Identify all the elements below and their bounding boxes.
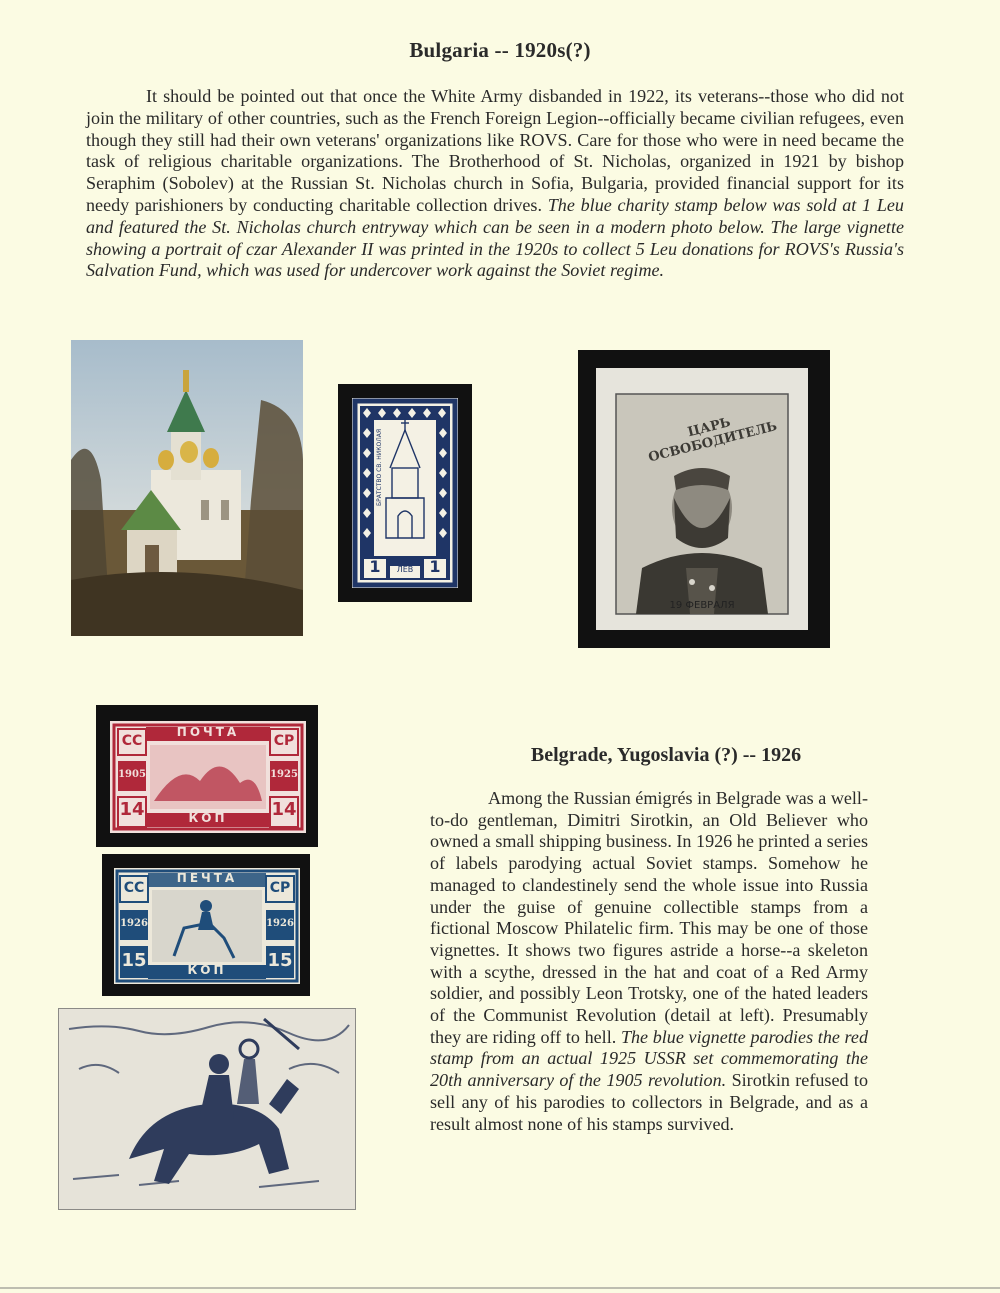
parody-stamp-right-top: СР: [269, 880, 291, 896]
belgrade-italic-text: The blue vignette parodies the red stamp from an actual 1925 USSR set commemorating the 20th anniversary of the 1905 revolution.: [430, 1026, 869, 1091]
czar-vignette-mount: [578, 350, 830, 648]
belgrade-text: Among the Russian émigrés in Belgrade was a well-to-do gentleman, Dimitri Sirotkin, an Old Believer who owned a small shipping business. In 1926 he printed a series of labels parodying actual Soviet stamps. Somehow he managed to clandestinely send the whole issue into Russia under the guise of genuine collectible stamps from a fictional Moscow Philatelic firm. This may be one of those vignettes. It shows two figures astride a horse--a skeleton with a scythe, dressed in the hat and coat of a Red Army soldier, and possibly Leon Trotsky, one of the hated leaders of the Communist Revolution (detail at left). Presumably they are riding off to hell.: [430, 788, 868, 1047]
parody-stamp-value-right: 15: [267, 950, 293, 971]
red-stamp-value-right: 14: [271, 799, 297, 820]
parody-stamp-year-right: 1926: [266, 918, 294, 929]
blue-charity-stamp: [352, 398, 458, 588]
charity-stamp-currency: ЛЕВ: [396, 565, 414, 574]
red-stamp-header: ПОЧТА: [176, 725, 240, 739]
intro-paragraph: [86, 86, 904, 282]
belgrade-paragraph: [430, 788, 868, 1135]
parody-stamp-left-top: СС: [123, 880, 145, 896]
charity-stamp-side-text: БРАТСТВО СВ. НИКОЛАЯ: [376, 429, 383, 506]
blue-charity-stamp-mount: [338, 384, 472, 602]
parody-stamp-currency: КОП: [187, 963, 227, 977]
red-1925-stamp: [110, 721, 306, 833]
red-stamp-left-top: СС: [121, 733, 143, 749]
charity-stamp-value-right: 1: [429, 557, 441, 576]
blue-parody-stamp-mount: [102, 854, 310, 996]
red-stamp-currency: КОП: [188, 811, 228, 825]
czar-alexander-vignette: [596, 368, 808, 630]
red-stamp-year-left: 1905: [118, 769, 146, 780]
red-1925-stamp-mount: [96, 705, 318, 847]
red-stamp-value-left: 14: [119, 799, 145, 820]
page-bottom-edge: [0, 1287, 1000, 1289]
red-stamp-year-right: 1925: [270, 769, 298, 780]
czar-vignette-bottom-text: 19 ФЕВРАЛЯ: [669, 600, 735, 611]
section-title-belgrade: Belgrade, Yugoslavia (?) -- 1926: [530, 744, 802, 766]
church-photo: [71, 340, 303, 636]
czar-vignette-top-text: ЦАРЬ ОСВОБОДИТЕЛЬ: [646, 415, 779, 466]
parody-stamp-detail-image: [58, 1008, 356, 1210]
parody-stamp-header: ПЕЧТА: [176, 871, 238, 885]
parody-stamp-value-left: 15: [121, 950, 147, 971]
parody-stamp-year-left: 1926: [120, 918, 148, 929]
blue-parody-stamp: [114, 868, 300, 984]
section-title-bulgaria: Bulgaria -- 1920s(?): [409, 38, 591, 62]
red-stamp-right-top: СР: [273, 733, 295, 749]
belgrade-text-end: Sirotkin refused to sell any of his parodies to collectors in Belgrade, and as a result almost none of his stamps survived.: [430, 1070, 868, 1134]
intro-text: It should be pointed out that once the White Army disbanded in 1922, its veterans--those who did not join the military of other countries, such as the French Foreign Legion--officially became civilian refugees, even though they still had their own veterans' organizations like ROVS. Care for those who were in need became the task of religious charitable organizations. The Brotherhood of St. Nicholas, organized in 1921 by bishop Seraphim (Sobolev) at the Russian St. Nicholas church in Sofia, Bulgaria, provided financial support for its needy parishioners by conducting charitable collection drives.: [86, 86, 904, 215]
charity-stamp-value-left: 1: [369, 557, 381, 576]
intro-italic-text: The blue charity stamp below was sold at 1 Leu and featured the St. Nicholas church entryway which can be seen in a modern photo below. The large vignette showing a portrait of czar Alexander II was printed in the 1920s to collect 5 Leu donations for ROVS's Russia's Salvation Fund, which was used for undercover work against the Soviet regime.: [86, 194, 904, 281]
